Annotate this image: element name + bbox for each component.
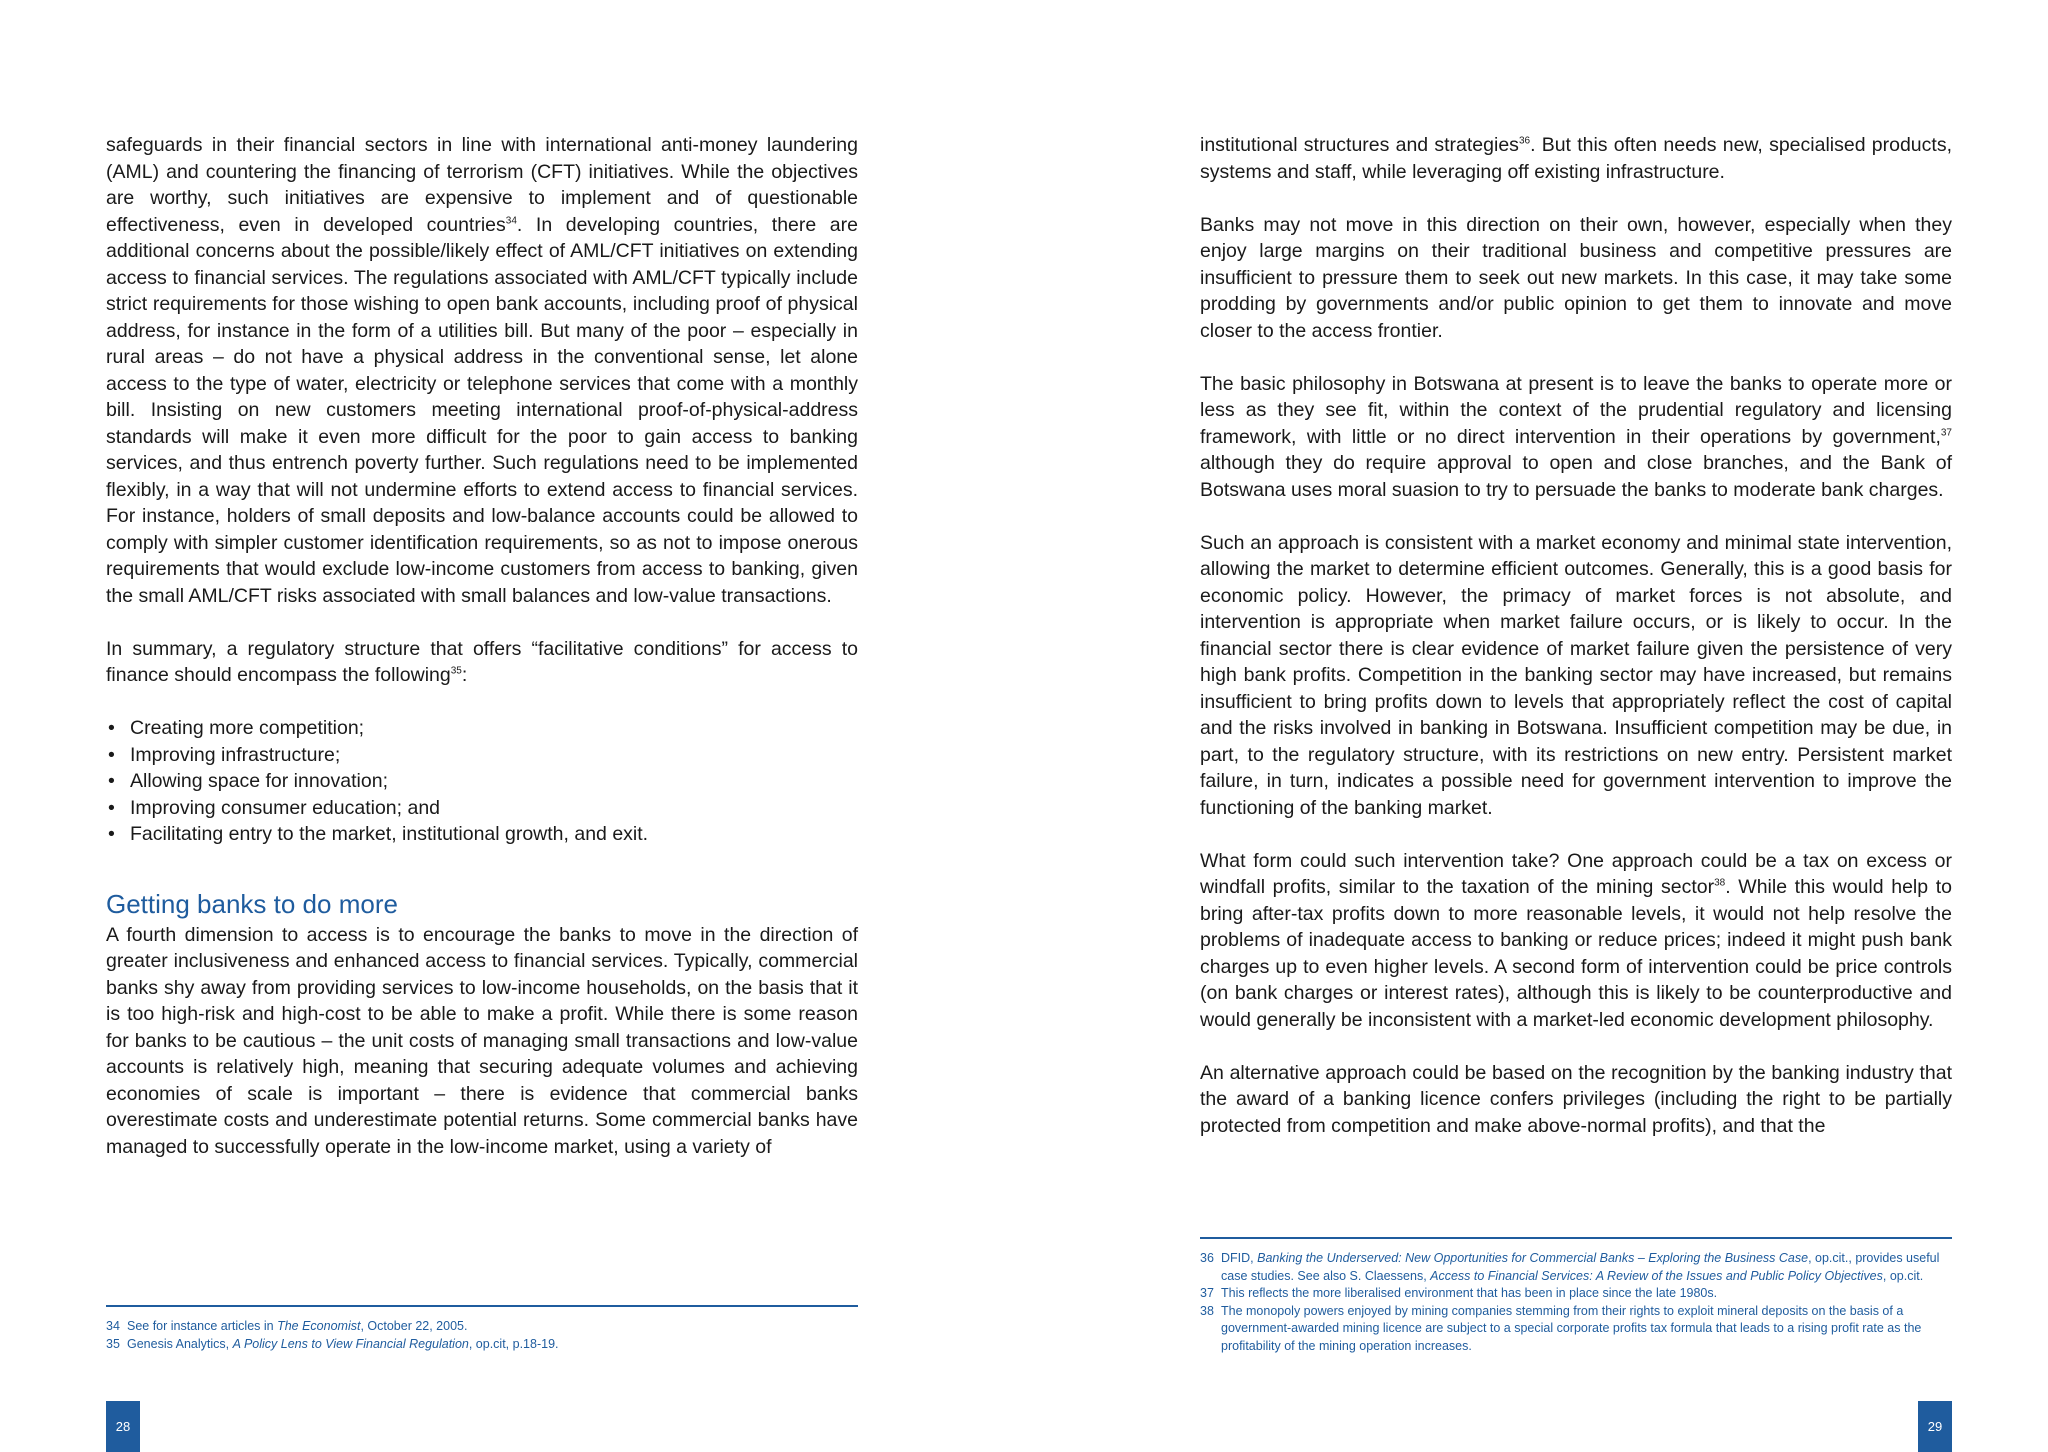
section-heading: Getting banks to do more: [106, 888, 398, 919]
footnote-divider-right: [1200, 1237, 1952, 1239]
paragraph-market-economy: Such an approach is consistent with a market economy and minimal state intervention, allowing the market to determine efficient outcomes. Generally, this is a good basis for economic policy. However, the primacy of market forces is not absolute, and intervention is appropriate when market failure occurs, or is likely to occur. In the financial sector there is clear evidence of market failure given the persistence of very high bank profits. Competition in the banking sector may have increased, but remains insufficient to bring profits down to levels that appropriately reflect the cost of capital and the risks involved in banking in Botswana. Insufficient competition may be due, in part, to the regulatory structure, with its restrictions on new entry. Persistent market failure, in turn, indicates a possible need for government intervention to improve the functioning of the banking market.: [1200, 531, 1952, 819]
paragraph-summary: In summary, a regulatory structure that offers “facilitative conditions” for access to finance should encompass the following$^{35}$:: [106, 637, 858, 686]
left-page-body: [106, 132, 858, 1187]
list-item: • Improving infrastructure;: [106, 742, 858, 769]
footnote-35: 35 Genesis Analytics, A Policy Lens to View Financial Regulation, op.cit, p.18-19.: [106, 1336, 559, 1351]
paragraph-intervention-form: What form could such intervention take? One approach could be a tax on excess or windfall profits, similar to the taxation of the mining sector$^{38}$. While this would help to bring after-tax profits down to more reasonable levels, it would not help resolve the problems of inadequate access to banking or reduce prices; indeed it might push bank charges up to even higher levels. A second form of intervention could be price controls (on bank charges or interest rates), although this is likely to be counterproductive and would generally be inconsistent with a market-led economic development philosophy.: [1200, 849, 1952, 1031]
list-item: • Facilitating entry to the market, institutional growth, and exit.: [106, 821, 858, 848]
footnote-ref-36[interactable]: 36: [1518, 135, 1531, 147]
bullet-icon: •: [108, 796, 115, 819]
paragraph-fourth-dimension: A fourth dimension to access is to encourage the banks to move in the direction of greater inclusiveness and enhanced access to financial services. Typically, commercial banks shy away from providing services to low-income households, on the basis that it is too high-risk and high-cost to be able to make a profit. While there is some reason for banks to be cautious – the unit costs of managing small transactions and low-value accounts is relatively high, meaning that securing adequate volumes and achieving economies of scale is important – there is evidence that commercial banks overestimate costs and underestimate potential returns. Some commercial banks have managed to successfully operate in the low-income market, using a variety of: [106, 923, 858, 1158]
list-item: • Creating more competition;: [106, 715, 858, 742]
footnote-36: 36 DFID, Banking the Underserved: New Opportunities for Commercial Banks – Exploring the Business Case, op.cit., provides useful case studies. See also S. Claessens, Access to Financial Services: A Review of the Issues and Public Policy Objectives, op.cit.: [1200, 1251, 1940, 1283]
page-number-left: 28: [106, 1401, 140, 1452]
page-number-right: 29: [1918, 1401, 1952, 1452]
bullet-icon: •: [108, 743, 115, 766]
paragraph-aml-cft: safeguards in their financial sectors in line with international anti-money laundering (AML) and countering the financing of terrorism (CFT) initiatives. While the objectives are worthy, such initiatives are expensive to implement and of questionable effectiveness, even in developed countries$^{34}$. In developing countries, there are additional concerns about the possible/likely effect of AML/CFT initiatives on extending access to financial services. The regulations associated with AML/CFT typically include strict requirements for those wishing to open bank accounts, including proof of physical address, for instance in the form of a utilities bill. But many of the poor – especially in rural areas – do not have a physical address in the conventional sense, let alone access to the type of water, electricity or telephone services that come with a monthly bill. Insisting on new customers meeting international proof-of-physical-address standards will make it even more difficult for the poor to gain access to banking services, and thus entrench poverty further. Such regulations need to be implemented flexibly, in a way that will not undermine efforts to extend access to financial services. For instance, holders of small deposits and low-balance accounts could be allowed to comply with simpler customer identification requirements, so as not to impose onerous requirements that would exclude low-income customers from access to banking, given the small AML/CFT risks associated with small balances and low-value transactions.: [106, 134, 858, 607]
footnotes-left: [106, 1318, 858, 1353]
footnotes-right: [1200, 1250, 1952, 1355]
paragraph-botswana-philosophy: The basic philosophy in Botswana at present is to leave the banks to operate more or less as they see fit, within the context of the prudential regulatory and licensing framework, with little or no direct intervention in their operations by government,$^{37}$ although they do require approval to open and close branches, and the Bank of Botswana uses moral suasion to try to persuade the banks to moderate bank charges.: [1200, 372, 1952, 501]
footnote-37: 37 This reflects the more liberalised environment that has been in place since the late 1980s.: [1200, 1286, 1718, 1300]
list-item: • Allowing space for innovation;: [106, 768, 858, 795]
footnote-ref-37[interactable]: 37: [1940, 427, 1952, 438]
right-page-body: [1200, 132, 1952, 1166]
paragraph-institutional: institutional structures and strategies$^{36}$. But this often needs new, specialised products, systems and staff, while leveraging off existing infrastructure.: [1200, 134, 1952, 183]
footnote-38: 38 The monopoly powers enjoyed by mining companies stemming from their rights to exploit mineral deposits on the basis of a government-awarded mining licence are subject to a special corporate profits tax formula that leads to a rising profit rate as the profitability of the mining operation increases.: [1200, 1303, 1922, 1353]
footnote-divider-left: [106, 1305, 858, 1307]
bullet-icon: •: [108, 717, 115, 739]
bullet-icon: •: [108, 823, 115, 845]
footnote-ref-38[interactable]: 38: [1714, 877, 1726, 889]
paragraph-banks-may-not: Banks may not move in this direction on their own, however, especially when they enjoy large margins on their traditional business and competitive pressures are insufficient to pressure them to seek out new markets. In this case, it may take some prodding by governments and/or public opinion to get them to innovate and move closer to the access frontier.: [1200, 213, 1952, 342]
list-item: • Improving consumer education; and: [106, 795, 858, 822]
paragraph-alternative-approach: An alternative approach could be based on the recognition by the banking industry that the award of a banking licence confers privileges (including the right to be partially protected from competition and make above-normal profits), and that the: [1200, 1061, 1952, 1137]
footnote-34: 34 See for instance articles in The Economist, October 22, 2005.: [106, 1319, 468, 1333]
bullet-icon: •: [108, 770, 115, 792]
footnote-ref-35[interactable]: 35: [450, 665, 462, 677]
footnote-ref-34[interactable]: 34: [505, 215, 517, 226]
bullet-list: [106, 715, 858, 848]
